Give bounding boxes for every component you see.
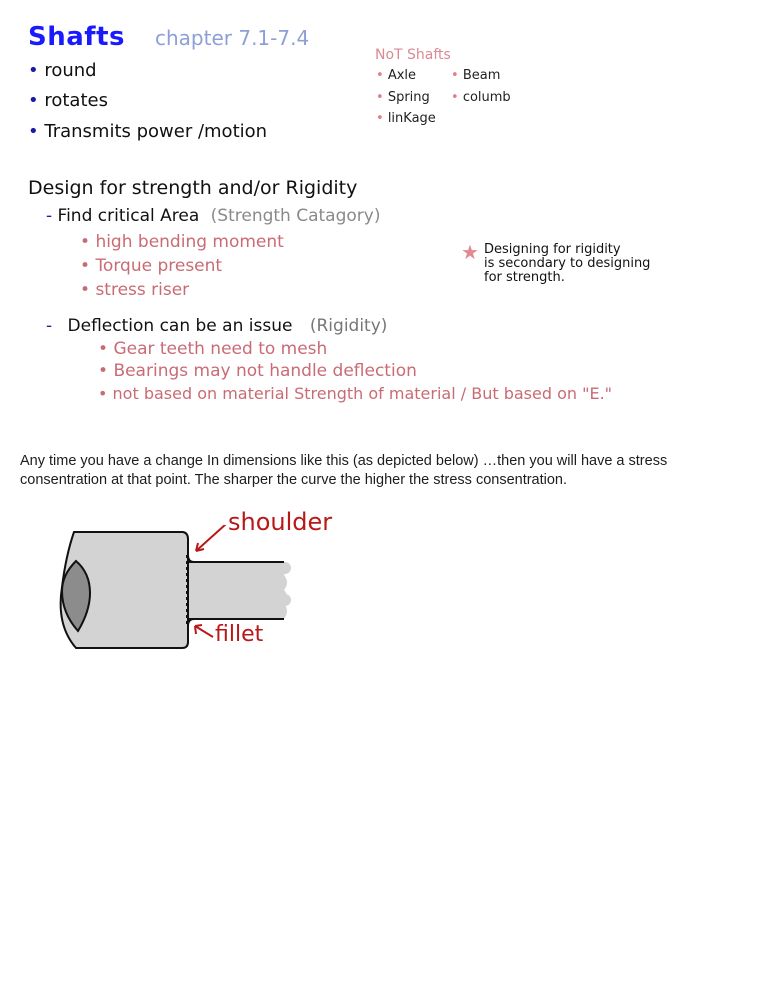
critical-bullet: • Torque present [80,256,223,276]
fillet-arrow [195,626,213,637]
deflection-bullet: • Gear teeth need to mesh [98,339,328,359]
bullet-dot: • [376,68,388,83]
star-icon: ★ [461,240,479,264]
star-note-line: is secondary to designing [484,256,651,271]
small-shaft [186,562,287,619]
bullet-dot: • [376,111,388,126]
deflection-line: - Deflection can be an issue (Rigidity) [46,316,388,336]
bullet-dot: • [376,90,388,105]
bullet-dot: • [28,121,45,142]
not-shafts-item: • Beam [451,68,501,83]
bullet-dot: • [28,60,45,81]
fillet-label: fillet [215,622,264,647]
not-shafts-item: • Axle [376,68,417,83]
dash-marker: - [46,316,58,336]
critical-bullet: • stress riser [80,280,190,300]
chapter-label: chapter 7.1-7.4 [155,26,310,50]
star-note-line: for strength. [484,270,565,285]
bullet-dot: • [451,90,463,105]
property-item: • round [28,60,97,81]
upper-fillet [188,555,194,562]
deflection-bullet: • not based on material Strength of material / But based on "E." [98,384,613,403]
star-note [484,243,650,285]
bullet-dot: • [80,280,96,300]
critical-bullet: • high bending moment [80,232,284,252]
not-shafts-heading: NoT Shafts [375,47,451,63]
bullet-dot: • [80,256,96,276]
page-title: Shafts [28,22,125,52]
critical-area-line: - Find critical Area (Strength Catagory) [46,206,381,226]
bullet-dot: • [80,232,96,252]
design-heading: Design for strength and/or Rigidity [28,177,358,199]
bullet-dot: • [98,361,114,381]
bullet-dot: • [98,339,114,359]
property-item: • Transmits power /motion [28,121,268,142]
strength-category: (Strength Catagory) [210,206,381,226]
not-shafts-item: • Spring [376,90,430,105]
shoulder-arrow [196,525,226,551]
bullet-dot: • [98,384,113,403]
shoulder-label: shoulder [228,508,333,536]
deflection-bullet: • Bearings may not handle deflection [98,361,417,381]
stress-concentration-paragraph: Any time you have a change In dimensions like this (as depicted below) …then you will have a stress consentration at that point. The sharper the curve the higher the stress consentration. [20,453,668,488]
not-shafts-item: • columb [451,90,511,105]
shaft-shoulder-diagram [56,525,356,665]
dash-marker: - [46,206,58,226]
star-note-line: Designing for rigidity [484,242,621,257]
property-item: • rotates [28,90,108,111]
rigidity-category: (Rigidity) [309,316,388,336]
bullet-dot: • [451,68,463,83]
not-shafts-item: • linKage [376,111,436,126]
bullet-dot: • [28,90,45,111]
lower-fillet [188,619,194,626]
